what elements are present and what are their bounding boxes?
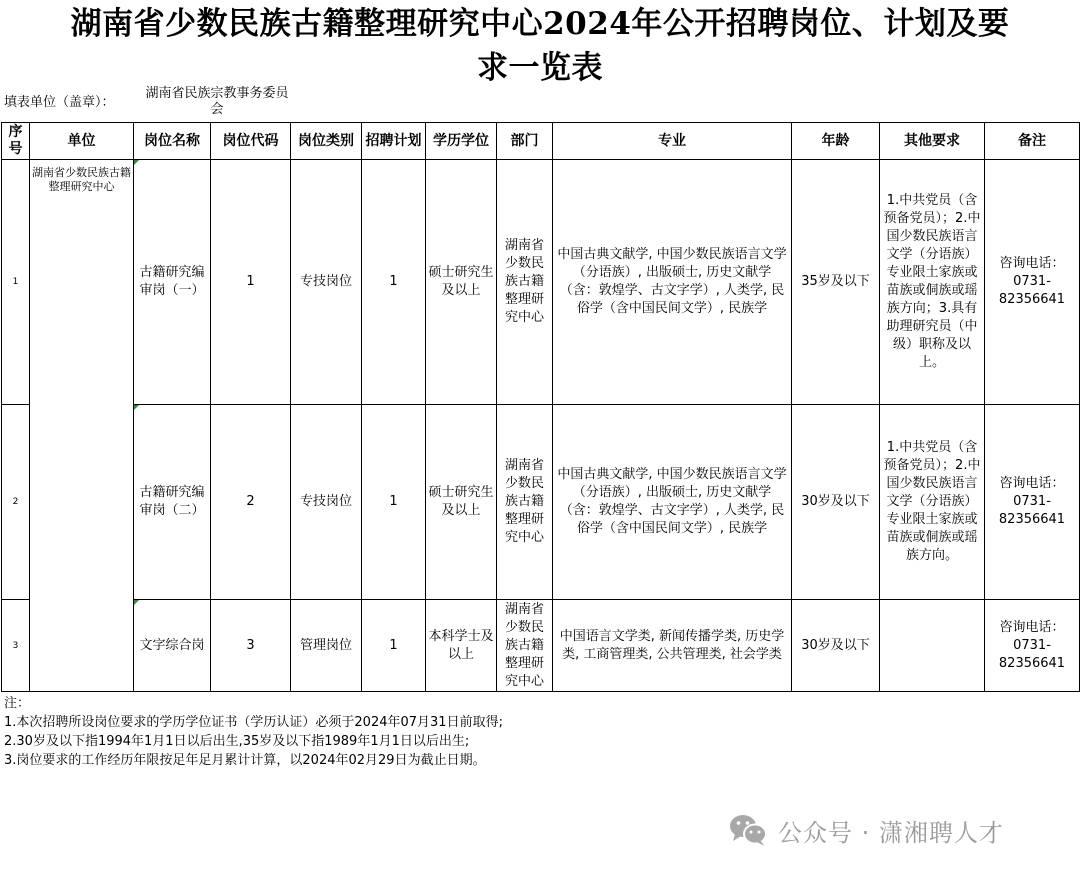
- cell-major: 中国古典文献学, 中国少数民族语言文学（分语族）, 出版硕士, 历史文献学（含：敦煌学、古文字学）, 人类学, 民俗学（含中国民间文学）, 民族学: [553, 160, 792, 405]
- header-remark: 备注: [985, 123, 1080, 160]
- cell-remark: 咨询电话：0731-82356641: [985, 405, 1080, 600]
- header-age: 年龄: [792, 123, 880, 160]
- header-row: [2, 123, 1080, 160]
- page-title: [0, 2, 1080, 90]
- cell-code: 2: [211, 405, 291, 600]
- cell-remark: 咨询电话：0731-82356641: [985, 600, 1080, 692]
- cell-plan: 1: [362, 160, 426, 405]
- title-line-1: 湖南省少数民族古籍整理研究中心2024年公开招聘岗位、计划及要: [70, 6, 1010, 42]
- cell-post: 古籍研究编审岗（一）: [134, 160, 211, 405]
- cell-unit: 湖南省少数民族古籍整理研究中心: [30, 160, 134, 692]
- header-code: 岗位代码: [211, 123, 291, 160]
- cell-other: 1.中共党员（含预备党员）；2.中国少数民族语言文学（分语族）专业限土家族或苗族或侗族或瑶族方向。: [880, 405, 985, 600]
- cell-seq: 2: [2, 405, 30, 600]
- cell-category: 管理岗位: [291, 600, 362, 692]
- header-other: 其他要求: [880, 123, 985, 160]
- cell-remark: 咨询电话：0731-82356641: [985, 160, 1080, 405]
- header-category: 岗位类别: [291, 123, 362, 160]
- cell-other: 1.中共党员（含预备党员）；2.中国少数民族语言文学（分语族）专业限土家族或苗族或侗族或瑶族方向；3.具有助理研究员（中级）职称及以上。: [880, 160, 985, 405]
- header-unit: 单位: [30, 123, 134, 160]
- note-item: 2.30岁及以下指1994年1月1日以后出生,35岁及以下指1989年1月1日以后出生;: [4, 734, 470, 749]
- header-dept: 部门: [497, 123, 553, 160]
- cell-dept: 湖南省少数民族古籍整理研究中心: [497, 405, 553, 600]
- header-seq: 序号: [2, 123, 30, 160]
- cell-code: 1: [211, 160, 291, 405]
- fill-unit-label: 填表单位（盖章）：: [4, 95, 115, 110]
- cell-plan: 1: [362, 405, 426, 600]
- cell-post: 古籍研究编审岗（二）: [134, 405, 211, 600]
- title-line-2: 求一览表: [477, 50, 603, 86]
- note-item: 1.本次招聘所设岗位要求的学历学位证书（学历认证）必须于2024年07月31日前取得;: [4, 715, 503, 730]
- notes: [4, 694, 503, 770]
- cell-dept: 湖南省少数民族古籍整理研究中心: [497, 160, 553, 405]
- header-education: 学历学位: [426, 123, 497, 160]
- cell-category: 专技岗位: [291, 405, 362, 600]
- cell-other: [880, 600, 985, 692]
- watermark: [728, 810, 1004, 850]
- table-row: [2, 600, 1080, 692]
- header-post: 岗位名称: [134, 123, 211, 160]
- table-row: [2, 405, 1080, 600]
- header-major: 专业: [553, 123, 792, 160]
- cell-education: 本科学士及以上: [426, 600, 497, 692]
- cell-dept: 湖南省少数民族古籍整理研究中心: [497, 600, 553, 692]
- cell-major: 中国语言文学类, 新闻传播学类, 历史学类, 工商管理类, 公共管理类, 社会学类: [553, 600, 792, 692]
- notes-head: 注：: [4, 696, 31, 711]
- wechat-icon: [728, 812, 768, 848]
- cell-code: 3: [211, 600, 291, 692]
- header-plan: 招聘计划: [362, 123, 426, 160]
- cell-category: 专技岗位: [291, 160, 362, 405]
- cell-major: 中国古典文献学, 中国少数民族语言文学（分语族）, 出版硕士, 历史文献学（含：敦煌学、古文字学）, 人类学, 民俗学（含中国民间文学）, 民族学: [553, 405, 792, 600]
- cell-education: 硕士研究生及以上: [426, 160, 497, 405]
- cell-age: 30岁及以下: [792, 405, 880, 600]
- table-row: [2, 160, 1080, 405]
- cell-seq: 3: [2, 600, 30, 692]
- watermark-text: 公众号 · 潇湘聘人才: [778, 818, 1004, 847]
- cell-plan: 1: [362, 600, 426, 692]
- note-item: 3.岗位要求的工作经历年限按足年足月累计计算，以2024年02月29日为截止日期。: [4, 753, 486, 768]
- cell-education: 硕士研究生及以上: [426, 405, 497, 600]
- cell-age: 35岁及以下: [792, 160, 880, 405]
- cell-post: 文字综合岗: [134, 600, 211, 692]
- cell-age: 30岁及以下: [792, 600, 880, 692]
- fill-unit-value: 湖南省民族宗教事务委员会: [145, 86, 289, 117]
- recruitment-table: [1, 122, 1080, 692]
- cell-seq: 1: [2, 160, 30, 405]
